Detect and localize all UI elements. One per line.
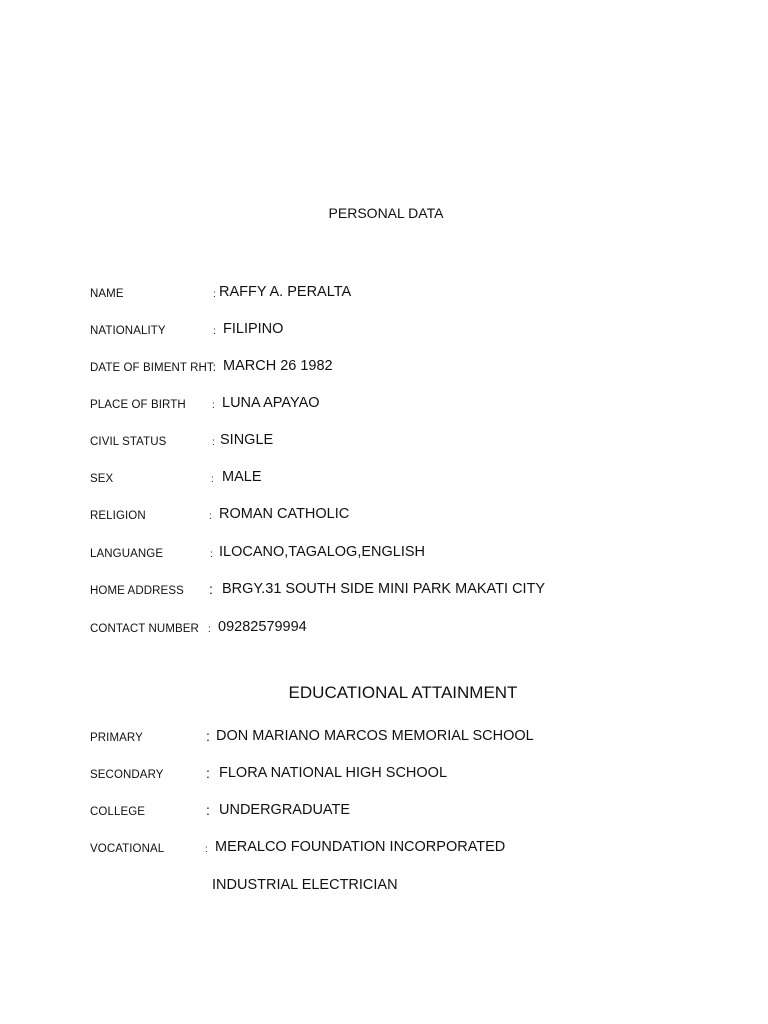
field-value: FILIPINO — [223, 321, 284, 337]
field-value: BRGY.31 SOUTH SIDE MINI PARK MAKATI CITY — [222, 581, 546, 597]
field-colon: : — [210, 549, 213, 560]
field-value: UNDERGRADUATE — [219, 802, 351, 818]
field-label: PRIMARY — [90, 732, 143, 744]
field-value: SINGLE — [220, 432, 274, 448]
field-colon: : — [212, 437, 215, 448]
field-value: FLORA NATIONAL HIGH SCHOOL — [219, 765, 448, 781]
field-value: 09282579994 — [218, 619, 307, 635]
field-vocational — [90, 833, 730, 857]
field-colon: : — [205, 844, 208, 855]
field-label: PLACE OF BIRTH — [90, 399, 186, 411]
field-colon: : — [211, 474, 214, 485]
field-primary — [90, 722, 730, 746]
field-label: SECONDARY — [90, 769, 164, 781]
field-value: MARCH 26 1982 — [223, 358, 333, 374]
field-value: RAFFY A. PERALTA — [219, 284, 352, 300]
field-colon: : — [209, 511, 212, 522]
field-label: COLLEGE — [90, 806, 146, 818]
field-value: INDUSTRIAL ELECTRICIAN — [212, 877, 398, 893]
field-label: LANGUANGE — [90, 548, 164, 560]
field-colon: : — [206, 765, 210, 781]
field-date-of-birth — [90, 352, 730, 376]
field-label: SEX — [90, 473, 114, 485]
field-label: NAME — [90, 288, 124, 300]
field-nationality — [90, 315, 730, 339]
field-civil-status — [90, 426, 730, 450]
field-value: MALE — [222, 469, 262, 485]
field-home-address — [90, 575, 730, 599]
field-label: CIVIL STATUS — [90, 436, 167, 448]
field-vocational-continuation — [90, 871, 730, 895]
personal-data-heading: PERSONAL DATA — [328, 205, 444, 221]
field-label: CONTACT NUMBER — [90, 623, 199, 635]
field-colon: : — [209, 581, 213, 597]
field-value: DON MARIANO MARCOS MEMORIAL SCHOOL — [216, 728, 534, 744]
field-colon: : — [213, 289, 216, 300]
field-colon: : — [213, 326, 216, 337]
field-name — [90, 278, 730, 302]
field-colon: : — [212, 400, 215, 411]
field-religion — [90, 500, 730, 524]
field-label: HOME ADDRESS — [90, 585, 184, 597]
field-contact-number — [90, 613, 730, 637]
field-college — [90, 796, 730, 820]
field-value: ROMAN CATHOLIC — [219, 506, 350, 522]
field-label: RELIGION — [90, 510, 146, 522]
field-language — [90, 538, 730, 562]
field-sex — [90, 463, 730, 487]
field-label: VOCATIONAL — [90, 843, 165, 855]
field-label: NATIONALITY — [90, 325, 166, 337]
field-secondary — [90, 759, 730, 783]
field-colon: : — [206, 802, 210, 818]
field-colon: : — [208, 624, 211, 635]
educational-attainment-heading: EDUCATIONAL ATTAINMENT — [288, 683, 518, 702]
field-colon: : — [206, 728, 210, 744]
field-value: MERALCO FOUNDATION INCORPORATED — [215, 839, 506, 855]
field-label: DATE OF BIMENT RHT: — [90, 362, 217, 374]
field-place-of-birth — [90, 389, 730, 413]
field-value: LUNA APAYAO — [222, 395, 320, 411]
field-value: ILOCANO,TAGALOG,ENGLISH — [219, 544, 426, 560]
